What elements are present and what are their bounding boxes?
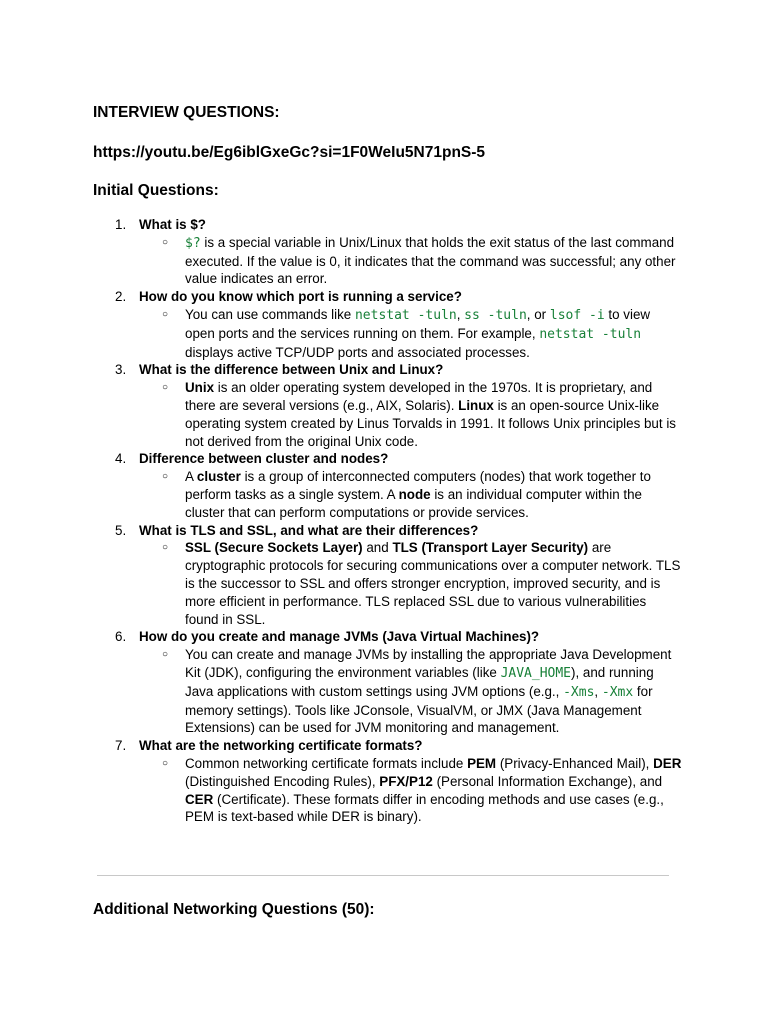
horizontal-divider bbox=[97, 875, 669, 876]
question-text: What is $? bbox=[139, 217, 206, 232]
answer-item bbox=[139, 539, 683, 628]
inline-code: netstat -tuln bbox=[354, 307, 457, 323]
question-text: What is the difference between Unix and Linux? bbox=[139, 362, 444, 378]
bold-term: Unix bbox=[185, 380, 215, 396]
section-heading-initial: Initial Questions: bbox=[93, 182, 219, 199]
questions-list bbox=[93, 216, 683, 826]
answer-text: for memory settings). Tools like JConsole, VisualVM, or JMX (Java Management Extensions) can be used for JVM monitoring and management. bbox=[185, 683, 653, 736]
answer-text: ), and running Java applications with custom settings using JVM options (e.g., bbox=[185, 664, 654, 699]
bold-term: DER bbox=[653, 755, 682, 771]
answer-text: are cryptographic protocols for securing communications over a computer network. TLS is the successor to SSL and offers stronger encryption, improved security, and is more efficient in performance. TLS replaced SSL due to various vulnerabilities found in SSL. bbox=[185, 540, 681, 627]
answer-item bbox=[139, 755, 683, 826]
question-number: 3. bbox=[115, 362, 127, 378]
answer-text: is an open-source Unix-like operating system created by Linus Torvalds in 1991. It follows Unix principles but is not derived from the original Unix code. bbox=[185, 397, 676, 449]
answer-text: is a special variable in Unix/Linux that holds the exit status of the last command executed. If the value is 0, it indicates that the command was successful; any other value indicates an error. bbox=[185, 234, 676, 287]
inline-code: lsof -i bbox=[549, 307, 605, 323]
inline-code: -Xms bbox=[563, 684, 595, 700]
answer-text: displays active TCP/UDP ports and associated processes. bbox=[185, 344, 530, 360]
answer-item bbox=[139, 468, 683, 521]
question-number: 6. bbox=[115, 629, 127, 645]
answer-list bbox=[139, 646, 683, 737]
answer-text: , bbox=[594, 683, 602, 699]
answer-text: (Personal Information Exchange), and bbox=[432, 773, 663, 789]
question-text: Difference between cluster and nodes? bbox=[139, 451, 389, 467]
question-item bbox=[93, 737, 683, 826]
answer-text: A bbox=[185, 469, 197, 485]
inline-code: ss -tuln bbox=[464, 307, 527, 323]
bold-term: cluster bbox=[196, 469, 241, 485]
answer-list bbox=[139, 755, 683, 826]
bold-term: PFX/P12 bbox=[379, 773, 433, 789]
answer-list bbox=[139, 234, 683, 288]
answer-item bbox=[139, 379, 683, 450]
answer-text: is an older operating system developed in the 1970s. It is proprietary, and there are several versions (e.g., AIX, Solaris). bbox=[185, 380, 653, 413]
answer-item bbox=[139, 306, 683, 361]
answer-text: and bbox=[362, 540, 393, 556]
inline-code: $? bbox=[185, 235, 201, 251]
question-text: What are the networking certificate formats? bbox=[139, 738, 423, 754]
question-text: What is TLS and SSL, and what are their differences? bbox=[139, 522, 479, 538]
answer-text: (Distinguished Encoding Rules), bbox=[185, 773, 380, 789]
question-item bbox=[93, 628, 683, 737]
section-heading-additional: Additional Networking Questions (50): bbox=[93, 901, 375, 918]
answer-text: is a group of interconnected computers (nodes) that work together to perform tasks as a single system. A bbox=[185, 469, 651, 502]
question-item bbox=[93, 450, 683, 521]
bold-term: TLS (Transport Layer Security) bbox=[392, 540, 589, 556]
question-item bbox=[93, 361, 683, 450]
answer-text: You can create and manage JVMs by installing the appropriate Java Development Kit (JDK), configuring the environment variables (like bbox=[185, 647, 672, 680]
answer-text: , bbox=[456, 306, 465, 322]
answer-item bbox=[139, 234, 683, 288]
question-item bbox=[93, 216, 683, 288]
inline-code: netstat -tuln bbox=[539, 326, 642, 342]
inline-code: JAVA_HOME bbox=[500, 665, 572, 681]
question-number: 1. bbox=[115, 217, 127, 232]
document-title: INTERVIEW QUESTIONS: bbox=[93, 104, 280, 121]
bold-term: node bbox=[398, 486, 431, 502]
bold-term: PEM bbox=[467, 755, 497, 771]
question-text: How do you know which port is running a service? bbox=[139, 289, 462, 305]
question-text: How do you create and manage JVMs (Java Virtual Machines)? bbox=[139, 629, 540, 645]
answer-text: Common networking certificate formats include bbox=[185, 755, 468, 771]
answer-text: (Privacy-Enhanced Mail), bbox=[496, 755, 654, 771]
answer-text: to view open ports and the services running on them. For example, bbox=[185, 306, 651, 341]
answer-text: (Certificate). These formats differ in encoding methods and use cases (e.g., PEM is text-based while DER is binary). bbox=[185, 791, 664, 825]
answer-list bbox=[139, 539, 683, 628]
inline-code: -Xmx bbox=[601, 684, 634, 700]
bold-term: SSL (Secure Sockets Layer) bbox=[185, 540, 363, 556]
answer-item bbox=[139, 646, 683, 737]
question-number: 4. bbox=[115, 451, 127, 467]
answer-text: , or bbox=[526, 306, 550, 322]
bold-term: Linux bbox=[458, 397, 494, 413]
youtube-link[interactable]: https://youtu.be/Eg6iblGxeGc?si=1F0WeIu5N71pnS-5 bbox=[93, 144, 486, 161]
answer-text: You can use commands like bbox=[185, 306, 355, 322]
answer-list bbox=[139, 468, 683, 521]
question-number: 5. bbox=[115, 522, 127, 538]
question-item bbox=[93, 288, 683, 361]
answer-list bbox=[139, 306, 683, 361]
bold-term: CER bbox=[185, 791, 214, 807]
document-body bbox=[93, 103, 683, 826]
question-item bbox=[93, 522, 683, 629]
question-number: 7. bbox=[115, 738, 127, 754]
answer-list bbox=[139, 379, 683, 450]
question-number: 2. bbox=[115, 289, 127, 305]
answer-text: is an individual computer within the cluster that can perform computations or provide services. bbox=[185, 486, 642, 520]
